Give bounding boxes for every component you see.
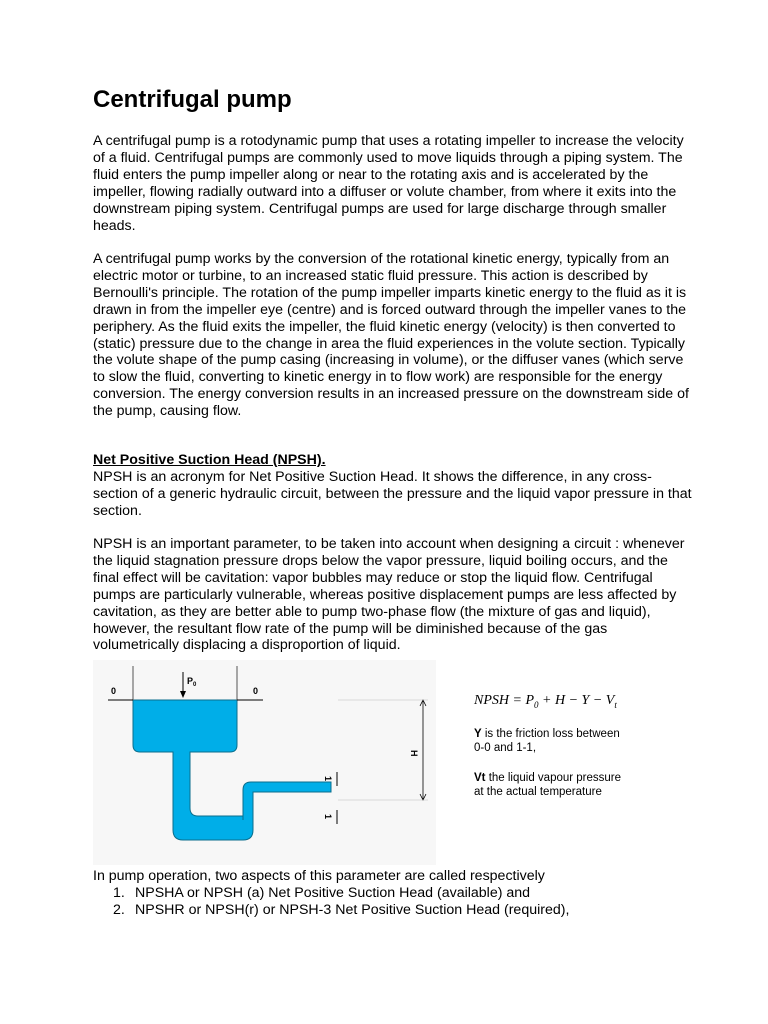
note-text-y: is the friction loss between: [481, 728, 620, 740]
formula-y: − Y: [565, 693, 590, 708]
aspects-paragraph: In pump operation, two aspects of this parameter are called respectively: [93, 868, 545, 884]
note-text-y-line2: 0-0 and 1-1,: [474, 742, 537, 754]
working-paragraph: A centrifugal pump works by the conversion of the rotational kinetic energy, typically from an electric motor or turbine, to an increased static fluid pressure. This action is described by Bernoulli's principle. The rotation of the pump impeller imparts kinetic energy to the fluid as it is drawn in from the impeller eye (centre) and is forced outward through the impeller vanes to the periphery. As the fluid exits the impeller, the fluid kinetic energy (velocity) is then converted to (static) pressure due to the change in area the fluid experiences in the volute section. Typically the volute shape of the pump casing (increasing in volume), or the diffuser vanes (which serve to slow the fluid, converting to kinetic energy in to flow work) are responsible for the energy conversion. The energy conversion results in an increased pressure on the downstream side of the pump, causing flow.: [93, 251, 689, 420]
formula-equals: =: [509, 693, 526, 708]
list-item-text: NPSHA or NPSH (a) Net Positive Suction Head (available) and: [135, 885, 531, 901]
label-one-top: 1: [323, 776, 333, 782]
npsh-definition-paragraph: NPSH is an acronym for Net Positive Suction Head. It shows the difference, in any cross-section of a generic hydraulic circuit, between the pressure and the liquid vapor pressure in that section.: [93, 469, 692, 519]
label-p0: $P_0$: [187, 676, 197, 688]
label-h: H: [409, 750, 419, 757]
note-friction-loss: [474, 727, 674, 755]
label-zero-left: 0: [111, 686, 117, 696]
diagram-background: [93, 660, 436, 865]
formula-lhs: NPSH: [474, 693, 509, 708]
label-one-bottom: 1: [323, 814, 333, 820]
list-item: [113, 902, 569, 919]
intro-paragraph: A centrifugal pump is a rotodynamic pump that uses a rotating impeller to increase the velocity of a fluid. Centrifugal pumps are commonly used to move liquids through a piping system. The fluid enters the pump impeller along or near to the rotating axis and is accelerated by the impeller, flowing radially outward into a diffuser or volute chamber, from where it exits into the downstream piping system. Centrifugal pumps are used for large discharge through smaller heads.: [93, 133, 684, 234]
note-text-vt-line2: at the actual temperature: [474, 786, 602, 798]
formula-p-sub: 0: [534, 699, 539, 710]
npsh-importance-paragraph: NPSH is an important parameter, to be taken into account when designing a circuit : whenever the liquid stagnation pressure drops below the vapor pressure, liquid boiling occurs, and the final effect will be cavitation: vapor bubbles may reduce or stop the liquid flow. Centrifugal pumps are particularly vulnerable, whereas positive displacement pumps are less affected by cavitation, as they are better able to pump two-phase flow (the mixture of gas and liquid), however, the resultant flow rate of the pump will be diminished because of the gas volumetrically displacing a disproportion of liquid.: [93, 536, 685, 654]
npsh-formula: [474, 693, 617, 710]
npsh-diagram: [93, 660, 436, 865]
label-zero-right: 0: [253, 686, 259, 696]
formula-v: − V: [589, 693, 615, 708]
aspects-list: [113, 885, 569, 919]
note-symbol-y: Y: [474, 728, 482, 740]
list-item-number: 2.: [113, 901, 125, 918]
npsh-heading: Net Positive Suction Head (NPSH).: [93, 452, 326, 468]
list-item-number: 1.: [113, 885, 125, 901]
formula-h: + H: [538, 693, 566, 708]
formula-p: P: [525, 693, 535, 708]
list-item: [113, 885, 569, 902]
page-title: Centrifugal pump: [93, 86, 292, 113]
formula-v-sub: t: [614, 699, 617, 710]
list-item-text: NPSHR or NPSH(r) or NPSH-3 Net Positive Suction Head (required),: [135, 901, 570, 918]
note-vapour-pressure: [474, 771, 674, 799]
note-text-vt: the liquid vapour pressure: [485, 772, 622, 784]
note-symbol-vt: Vt: [474, 772, 486, 784]
